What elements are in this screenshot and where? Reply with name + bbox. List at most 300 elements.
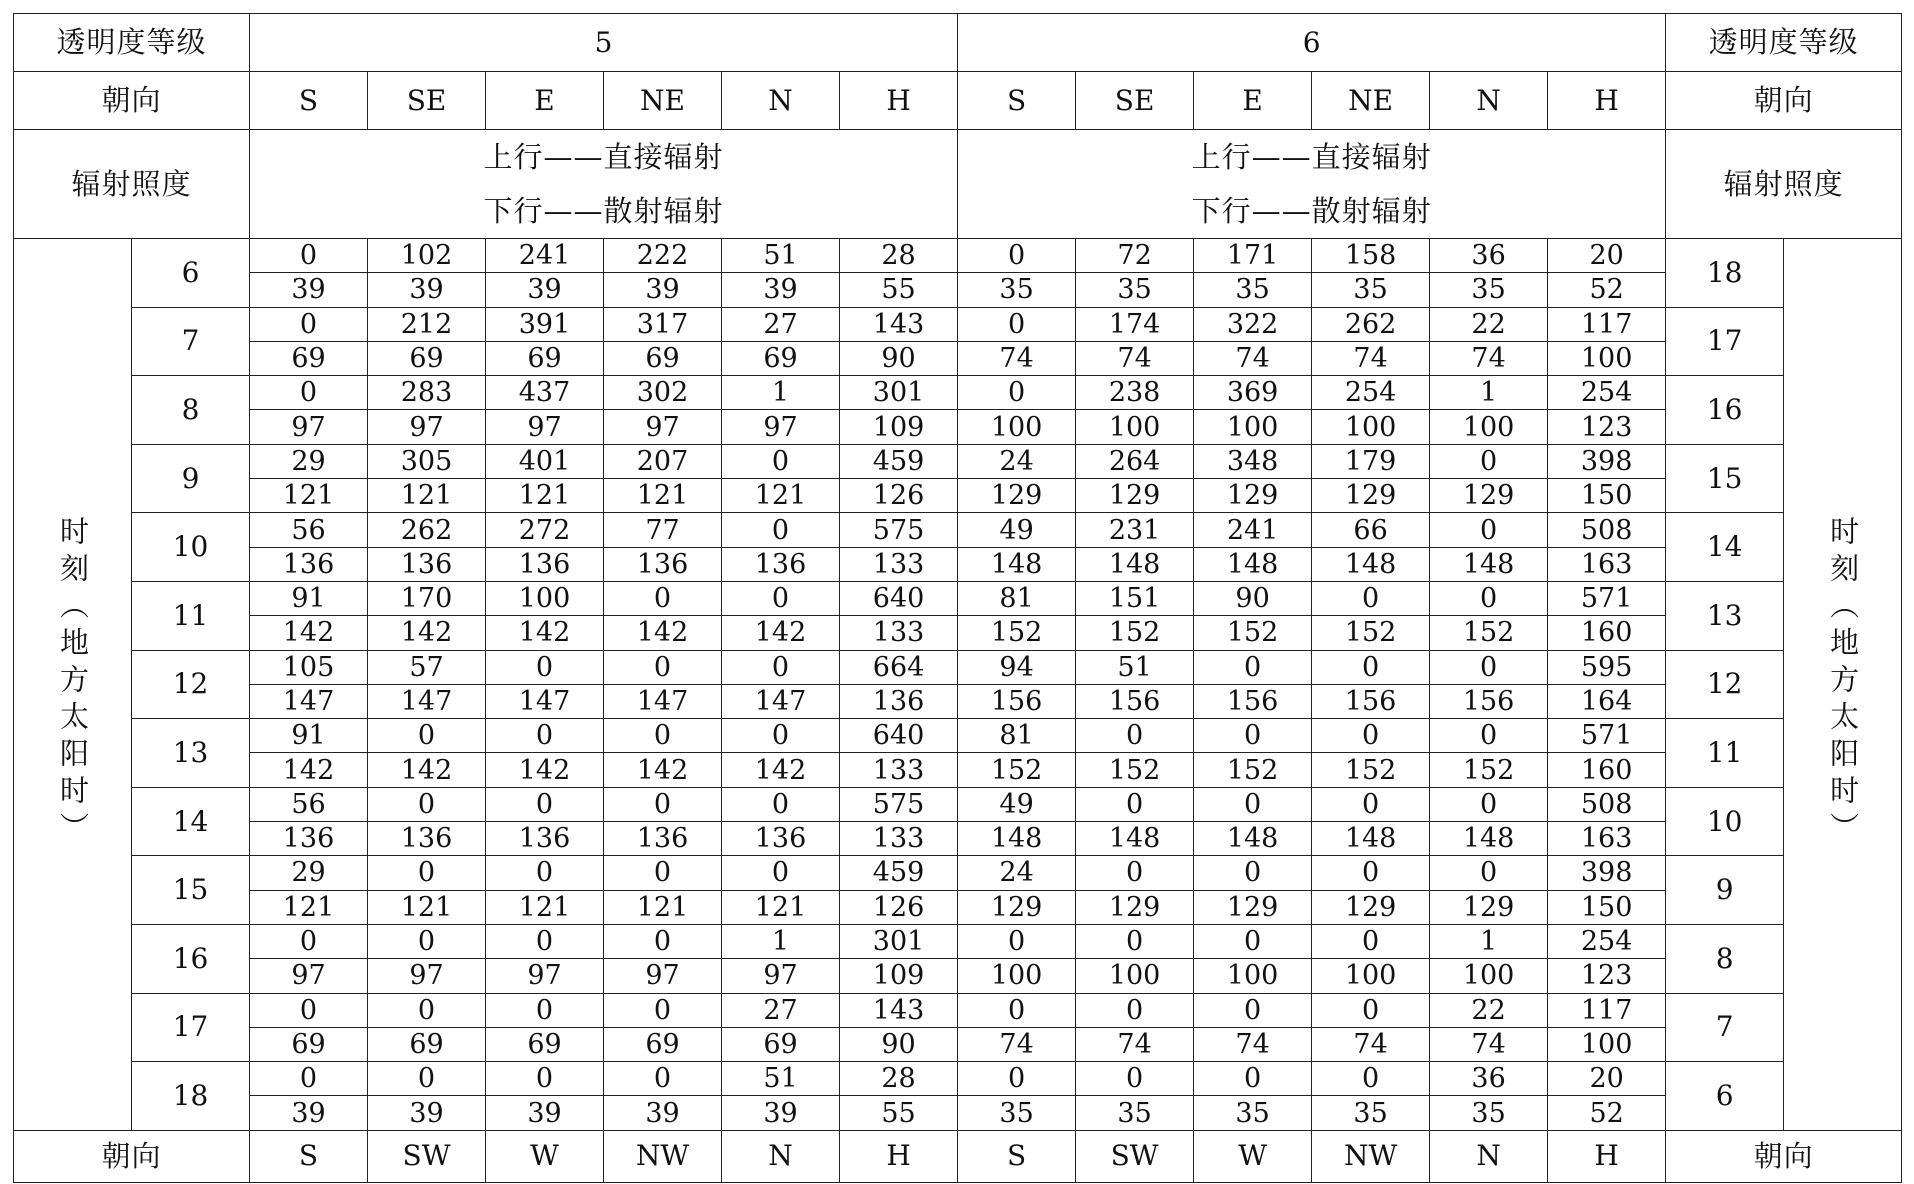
direct-value-cell: 398 [1548,856,1666,890]
direct-value-cell: 0 [486,787,604,821]
diffuse-value-cell: 74 [1312,341,1430,375]
direct-value-cell: 272 [486,513,604,547]
orientation-header-bottom: NW [1312,1130,1430,1182]
diffuse-value-cell: 136 [722,547,840,581]
direct-radiation-note: 上行——直接辐射 [1191,140,1432,174]
diffuse-value-cell: 152 [1312,753,1430,787]
hour-cell: 6 [132,239,250,308]
diffuse-value-cell: 142 [250,616,368,650]
hour-cell-right: 12 [1666,650,1784,719]
diffuse-value-cell: 35 [1430,273,1548,307]
diffuse-value-cell: 97 [250,959,368,993]
diffuse-value-cell: 133 [840,753,958,787]
diffuse-value-cell: 35 [1076,1096,1194,1130]
diffuse-value-cell: 35 [1312,1096,1430,1130]
direct-value-cell: 0 [1312,856,1430,890]
diffuse-value-cell: 129 [1076,479,1194,513]
diffuse-value-cell: 136 [486,547,604,581]
direct-value-cell: 27 [722,307,840,341]
direct-value-cell: 0 [250,307,368,341]
diffuse-value-cell: 35 [1430,1096,1548,1130]
hour-cell: 10 [132,513,250,582]
diffuse-value-cell: 97 [250,410,368,444]
diffuse-value-cell: 152 [958,753,1076,787]
diffuse-value-cell: 90 [840,1027,958,1061]
direct-value-cell: 22 [1430,307,1548,341]
direct-value-cell: 0 [1194,1062,1312,1096]
diffuse-value-cell: 133 [840,616,958,650]
diffuse-value-cell: 121 [250,479,368,513]
direct-value-cell: 322 [1194,307,1312,341]
direct-value-cell: 151 [1076,581,1194,615]
hour-cell: 18 [132,1062,250,1131]
direct-value-cell: 264 [1076,444,1194,478]
direct-value-cell: 571 [1548,719,1666,753]
diffuse-value-cell: 129 [1430,890,1548,924]
direct-value-cell: 0 [486,650,604,684]
direct-value-cell: 0 [1430,581,1548,615]
diffuse-radiation-note: 下行——散射辐射 [483,194,724,228]
diffuse-value-cell: 39 [368,273,486,307]
diffuse-value-cell: 152 [1430,616,1548,650]
diffuse-value-cell: 147 [486,684,604,718]
transparency-grade-label: 透明度等级 [14,14,250,72]
direct-value-cell: 0 [1076,1062,1194,1096]
direct-value-cell: 0 [250,924,368,958]
direct-value-cell: 0 [1312,650,1430,684]
hour-cell-right: 13 [1666,581,1784,650]
diffuse-value-cell: 142 [604,753,722,787]
direct-value-cell: 0 [1430,650,1548,684]
direct-value-cell: 91 [250,719,368,753]
direct-value-cell: 56 [250,513,368,547]
diffuse-value-cell: 39 [722,273,840,307]
diffuse-value-cell: 97 [722,959,840,993]
diffuse-value-cell: 152 [1312,616,1430,650]
diffuse-value-cell: 150 [1548,479,1666,513]
time-label-text: 时刻（地方太阳时） [1826,516,1861,850]
direct-value-cell: 212 [368,307,486,341]
diffuse-value-cell: 136 [250,822,368,856]
diffuse-value-cell: 69 [368,1027,486,1061]
diffuse-value-cell: 100 [1076,410,1194,444]
hour-cell-right: 10 [1666,787,1784,856]
diffuse-value-cell: 74 [1312,1027,1430,1061]
direct-value-cell: 56 [250,787,368,821]
direct-value-cell: 66 [1312,513,1430,547]
diffuse-radiation-note: 下行——散射辐射 [1191,194,1432,228]
direct-value-cell: 301 [840,376,958,410]
diffuse-value-cell: 136 [604,822,722,856]
direct-value-cell: 57 [368,650,486,684]
diffuse-value-cell: 156 [1194,684,1312,718]
direct-value-cell: 29 [250,856,368,890]
diffuse-value-cell: 39 [722,1096,840,1130]
orientation-header-bottom: S [958,1130,1076,1182]
direct-value-cell: 90 [1194,581,1312,615]
orientation-header-top: NE [604,72,722,130]
diffuse-value-cell: 74 [1076,1027,1194,1061]
diffuse-value-cell: 148 [958,547,1076,581]
direct-value-cell: 640 [840,719,958,753]
diffuse-value-cell: 142 [486,616,604,650]
direct-value-cell: 0 [1430,856,1548,890]
diffuse-value-cell: 109 [840,959,958,993]
diffuse-value-cell: 152 [958,616,1076,650]
diffuse-value-cell: 133 [840,547,958,581]
direct-value-cell: 0 [368,993,486,1027]
time-label-left [14,239,132,1131]
direct-value-cell: 94 [958,650,1076,684]
direct-value-cell: 262 [368,513,486,547]
hour-cell-right: 6 [1666,1062,1784,1131]
direct-value-cell: 0 [368,719,486,753]
hour-cell-right: 14 [1666,513,1784,582]
orientation-header-bottom: H [840,1130,958,1182]
direct-value-cell: 0 [958,993,1076,1027]
direct-value-cell: 36 [1430,1062,1548,1096]
direct-value-cell: 0 [250,1062,368,1096]
time-label-right [1784,239,1902,1131]
diffuse-value-cell: 69 [486,1027,604,1061]
diffuse-value-cell: 100 [958,959,1076,993]
diffuse-value-cell: 164 [1548,684,1666,718]
diffuse-value-cell: 133 [840,822,958,856]
direct-value-cell: 0 [1194,787,1312,821]
diffuse-value-cell: 97 [604,410,722,444]
diffuse-value-cell: 97 [368,410,486,444]
diffuse-value-cell: 52 [1548,273,1666,307]
direct-value-cell: 1 [1430,924,1548,958]
diffuse-value-cell: 147 [368,684,486,718]
transparency-grade-label-right: 透明度等级 [1666,14,1902,72]
diffuse-value-cell: 148 [1430,822,1548,856]
direct-value-cell: 0 [368,1062,486,1096]
diffuse-value-cell: 74 [958,341,1076,375]
diffuse-value-cell: 136 [250,547,368,581]
diffuse-value-cell: 136 [604,547,722,581]
direct-value-cell: 398 [1548,444,1666,478]
diffuse-value-cell: 156 [958,684,1076,718]
hour-cell: 15 [132,856,250,925]
hour-cell: 13 [132,719,250,788]
hour-cell-right: 17 [1666,307,1784,376]
direct-value-cell: 231 [1076,513,1194,547]
direct-value-cell: 0 [486,924,604,958]
direct-value-cell: 571 [1548,581,1666,615]
diffuse-value-cell: 97 [486,959,604,993]
direct-value-cell: 0 [368,856,486,890]
direct-value-cell: 0 [250,239,368,273]
direct-value-cell: 0 [722,856,840,890]
diffuse-value-cell: 109 [840,410,958,444]
direct-value-cell: 20 [1548,239,1666,273]
orientation-header-top: NE [1312,72,1430,130]
direct-value-cell: 100 [486,581,604,615]
diffuse-value-cell: 100 [1312,959,1430,993]
direct-value-cell: 640 [840,581,958,615]
hour-cell-right: 16 [1666,376,1784,445]
direct-value-cell: 0 [1430,513,1548,547]
direct-value-cell: 302 [604,376,722,410]
direct-value-cell: 575 [840,513,958,547]
diffuse-value-cell: 148 [1194,547,1312,581]
diffuse-value-cell: 100 [1548,341,1666,375]
diffuse-value-cell: 97 [368,959,486,993]
diffuse-value-cell: 147 [604,684,722,718]
diffuse-value-cell: 121 [368,890,486,924]
direct-value-cell: 0 [486,1062,604,1096]
direct-value-cell: 664 [840,650,958,684]
direct-radiation-note: 上行——直接辐射 [483,140,724,174]
orientation-header-top: S [250,72,368,130]
orientation-header-top: H [1548,72,1666,130]
direct-value-cell: 49 [958,513,1076,547]
orientation-header-top: E [486,72,604,130]
direct-value-cell: 0 [1430,444,1548,478]
diffuse-value-cell: 129 [1312,479,1430,513]
orientation-label-bottom-right: 朝向 [1666,1130,1902,1182]
diffuse-value-cell: 121 [368,479,486,513]
hour-cell: 14 [132,787,250,856]
diffuse-value-cell: 121 [250,890,368,924]
direct-value-cell: 0 [958,924,1076,958]
hour-cell-right: 7 [1666,993,1784,1062]
direct-value-cell: 0 [486,719,604,753]
direct-value-cell: 1 [722,376,840,410]
direct-value-cell: 24 [958,856,1076,890]
direct-value-cell: 238 [1076,376,1194,410]
direct-value-cell: 0 [604,1062,722,1096]
irradiance-table [13,13,1902,1183]
diffuse-value-cell: 100 [1312,410,1430,444]
diffuse-value-cell: 69 [250,341,368,375]
direct-value-cell: 29 [250,444,368,478]
direct-value-cell: 0 [604,856,722,890]
diffuse-value-cell: 129 [1194,890,1312,924]
direct-value-cell: 143 [840,307,958,341]
direct-value-cell: 28 [840,239,958,273]
diffuse-value-cell: 35 [1312,273,1430,307]
diffuse-value-cell: 163 [1548,822,1666,856]
diffuse-value-cell: 69 [368,341,486,375]
hour-cell: 17 [132,993,250,1062]
time-label-text: 时刻（地方太阳时） [56,516,90,850]
orientation-header-bottom: N [1430,1130,1548,1182]
direct-value-cell: 0 [1076,993,1194,1027]
direct-value-cell: 0 [1194,650,1312,684]
diffuse-value-cell: 148 [1076,547,1194,581]
direct-value-cell: 0 [1312,1062,1430,1096]
hour-cell: 8 [132,376,250,445]
direct-value-cell: 305 [368,444,486,478]
diffuse-value-cell: 142 [722,616,840,650]
diffuse-value-cell: 39 [604,1096,722,1130]
diffuse-value-cell: 55 [840,273,958,307]
diffuse-value-cell: 142 [368,616,486,650]
diffuse-value-cell: 150 [1548,890,1666,924]
direct-value-cell: 0 [1312,993,1430,1027]
irradiance-table-sheet [13,13,1901,1171]
diffuse-value-cell: 142 [368,753,486,787]
diffuse-value-cell: 126 [840,890,958,924]
diffuse-value-cell: 100 [1194,410,1312,444]
direct-value-cell: 0 [1194,924,1312,958]
direct-value-cell: 0 [958,307,1076,341]
hour-cell-right: 11 [1666,719,1784,788]
diffuse-value-cell: 152 [1076,753,1194,787]
direct-value-cell: 459 [840,856,958,890]
direct-value-cell: 0 [604,650,722,684]
direct-value-cell: 77 [604,513,722,547]
orientation-header-top: S [958,72,1076,130]
direct-value-cell: 262 [1312,307,1430,341]
diffuse-value-cell: 39 [250,1096,368,1130]
diffuse-value-cell: 121 [486,479,604,513]
irradiance-label: 辐射照度 [14,130,250,239]
direct-value-cell: 20 [1548,1062,1666,1096]
direct-value-cell: 27 [722,993,840,1027]
direct-value-cell: 348 [1194,444,1312,478]
direct-value-cell: 158 [1312,239,1430,273]
direct-value-cell: 0 [1430,787,1548,821]
diffuse-value-cell: 39 [368,1096,486,1130]
direct-value-cell: 91 [250,581,368,615]
direct-value-cell: 72 [1076,239,1194,273]
direct-value-cell: 36 [1430,239,1548,273]
direct-value-cell: 575 [840,787,958,821]
diffuse-value-cell: 148 [958,822,1076,856]
diffuse-value-cell: 142 [250,753,368,787]
diffuse-value-cell: 100 [1430,959,1548,993]
orientation-header-bottom: W [1194,1130,1312,1182]
diffuse-value-cell: 121 [604,479,722,513]
diffuse-value-cell: 39 [486,273,604,307]
diffuse-value-cell: 35 [958,273,1076,307]
diffuse-value-cell: 126 [840,479,958,513]
orientation-header-bottom: SW [368,1130,486,1182]
direct-value-cell: 0 [958,1062,1076,1096]
direct-value-cell: 0 [1076,787,1194,821]
direct-value-cell: 143 [840,993,958,1027]
direct-value-cell: 254 [1548,376,1666,410]
direct-value-cell: 241 [486,239,604,273]
direct-value-cell: 0 [1076,924,1194,958]
orientation-label: 朝向 [14,72,250,130]
diffuse-value-cell: 147 [722,684,840,718]
diffuse-value-cell: 35 [958,1096,1076,1130]
hour-cell-right: 8 [1666,924,1784,993]
diffuse-value-cell: 129 [1430,479,1548,513]
diffuse-value-cell: 123 [1548,959,1666,993]
direct-value-cell: 0 [1430,719,1548,753]
diffuse-value-cell: 74 [1194,341,1312,375]
direct-value-cell: 0 [486,993,604,1027]
direct-value-cell: 1 [722,924,840,958]
grade-5-header: 5 [250,14,958,72]
direct-value-cell: 0 [722,513,840,547]
direct-value-cell: 0 [722,581,840,615]
diffuse-value-cell: 100 [1076,959,1194,993]
direct-value-cell: 254 [1312,376,1430,410]
diffuse-value-cell: 136 [722,822,840,856]
diffuse-value-cell: 74 [1076,341,1194,375]
direct-value-cell: 0 [1312,787,1430,821]
diffuse-value-cell: 121 [604,890,722,924]
diffuse-value-cell: 69 [250,1027,368,1061]
diffuse-value-cell: 148 [1076,822,1194,856]
direct-value-cell: 174 [1076,307,1194,341]
diffuse-value-cell: 69 [722,341,840,375]
diffuse-value-cell: 129 [958,890,1076,924]
direct-value-cell: 0 [722,787,840,821]
direct-value-cell: 0 [1194,993,1312,1027]
direct-value-cell: 0 [604,719,722,753]
direct-value-cell: 391 [486,307,604,341]
diffuse-value-cell: 100 [1194,959,1312,993]
direct-value-cell: 437 [486,376,604,410]
direct-value-cell: 254 [1548,924,1666,958]
direct-value-cell: 508 [1548,513,1666,547]
direct-value-cell: 171 [1194,239,1312,273]
diffuse-value-cell: 129 [1194,479,1312,513]
diffuse-value-cell: 156 [1312,684,1430,718]
diffuse-value-cell: 55 [840,1096,958,1130]
direct-value-cell: 0 [604,787,722,821]
diffuse-value-cell: 142 [604,616,722,650]
direct-value-cell: 28 [840,1062,958,1096]
direct-value-cell: 179 [1312,444,1430,478]
direct-value-cell: 222 [604,239,722,273]
diffuse-value-cell: 148 [1430,547,1548,581]
diffuse-value-cell: 69 [604,341,722,375]
direct-value-cell: 0 [722,719,840,753]
diffuse-value-cell: 74 [1194,1027,1312,1061]
diffuse-value-cell: 148 [1194,822,1312,856]
direct-value-cell: 102 [368,239,486,273]
diffuse-value-cell: 160 [1548,753,1666,787]
orientation-header-bottom: N [722,1130,840,1182]
hour-cell: 11 [132,581,250,650]
hour-cell: 16 [132,924,250,993]
diffuse-value-cell: 156 [1076,684,1194,718]
direct-value-cell: 51 [722,1062,840,1096]
diffuse-value-cell: 136 [486,822,604,856]
direct-value-cell: 0 [722,650,840,684]
direct-value-cell: 0 [1312,581,1430,615]
orientation-header-bottom: SW [1076,1130,1194,1182]
direct-value-cell: 0 [368,787,486,821]
diffuse-value-cell: 97 [722,410,840,444]
diffuse-value-cell: 136 [368,822,486,856]
direct-value-cell: 49 [958,787,1076,821]
hour-cell: 9 [132,444,250,513]
diffuse-value-cell: 160 [1548,616,1666,650]
direct-value-cell: 105 [250,650,368,684]
direct-value-cell: 0 [958,376,1076,410]
direct-value-cell: 24 [958,444,1076,478]
diffuse-value-cell: 35 [1076,273,1194,307]
diffuse-value-cell: 90 [840,341,958,375]
direct-value-cell: 0 [1076,719,1194,753]
direct-value-cell: 1 [1430,376,1548,410]
direct-value-cell: 51 [1076,650,1194,684]
direct-value-cell: 0 [250,376,368,410]
diffuse-value-cell: 129 [1076,890,1194,924]
orientation-label-bottom: 朝向 [14,1130,250,1182]
diffuse-value-cell: 39 [250,273,368,307]
diffuse-value-cell: 148 [1312,547,1430,581]
